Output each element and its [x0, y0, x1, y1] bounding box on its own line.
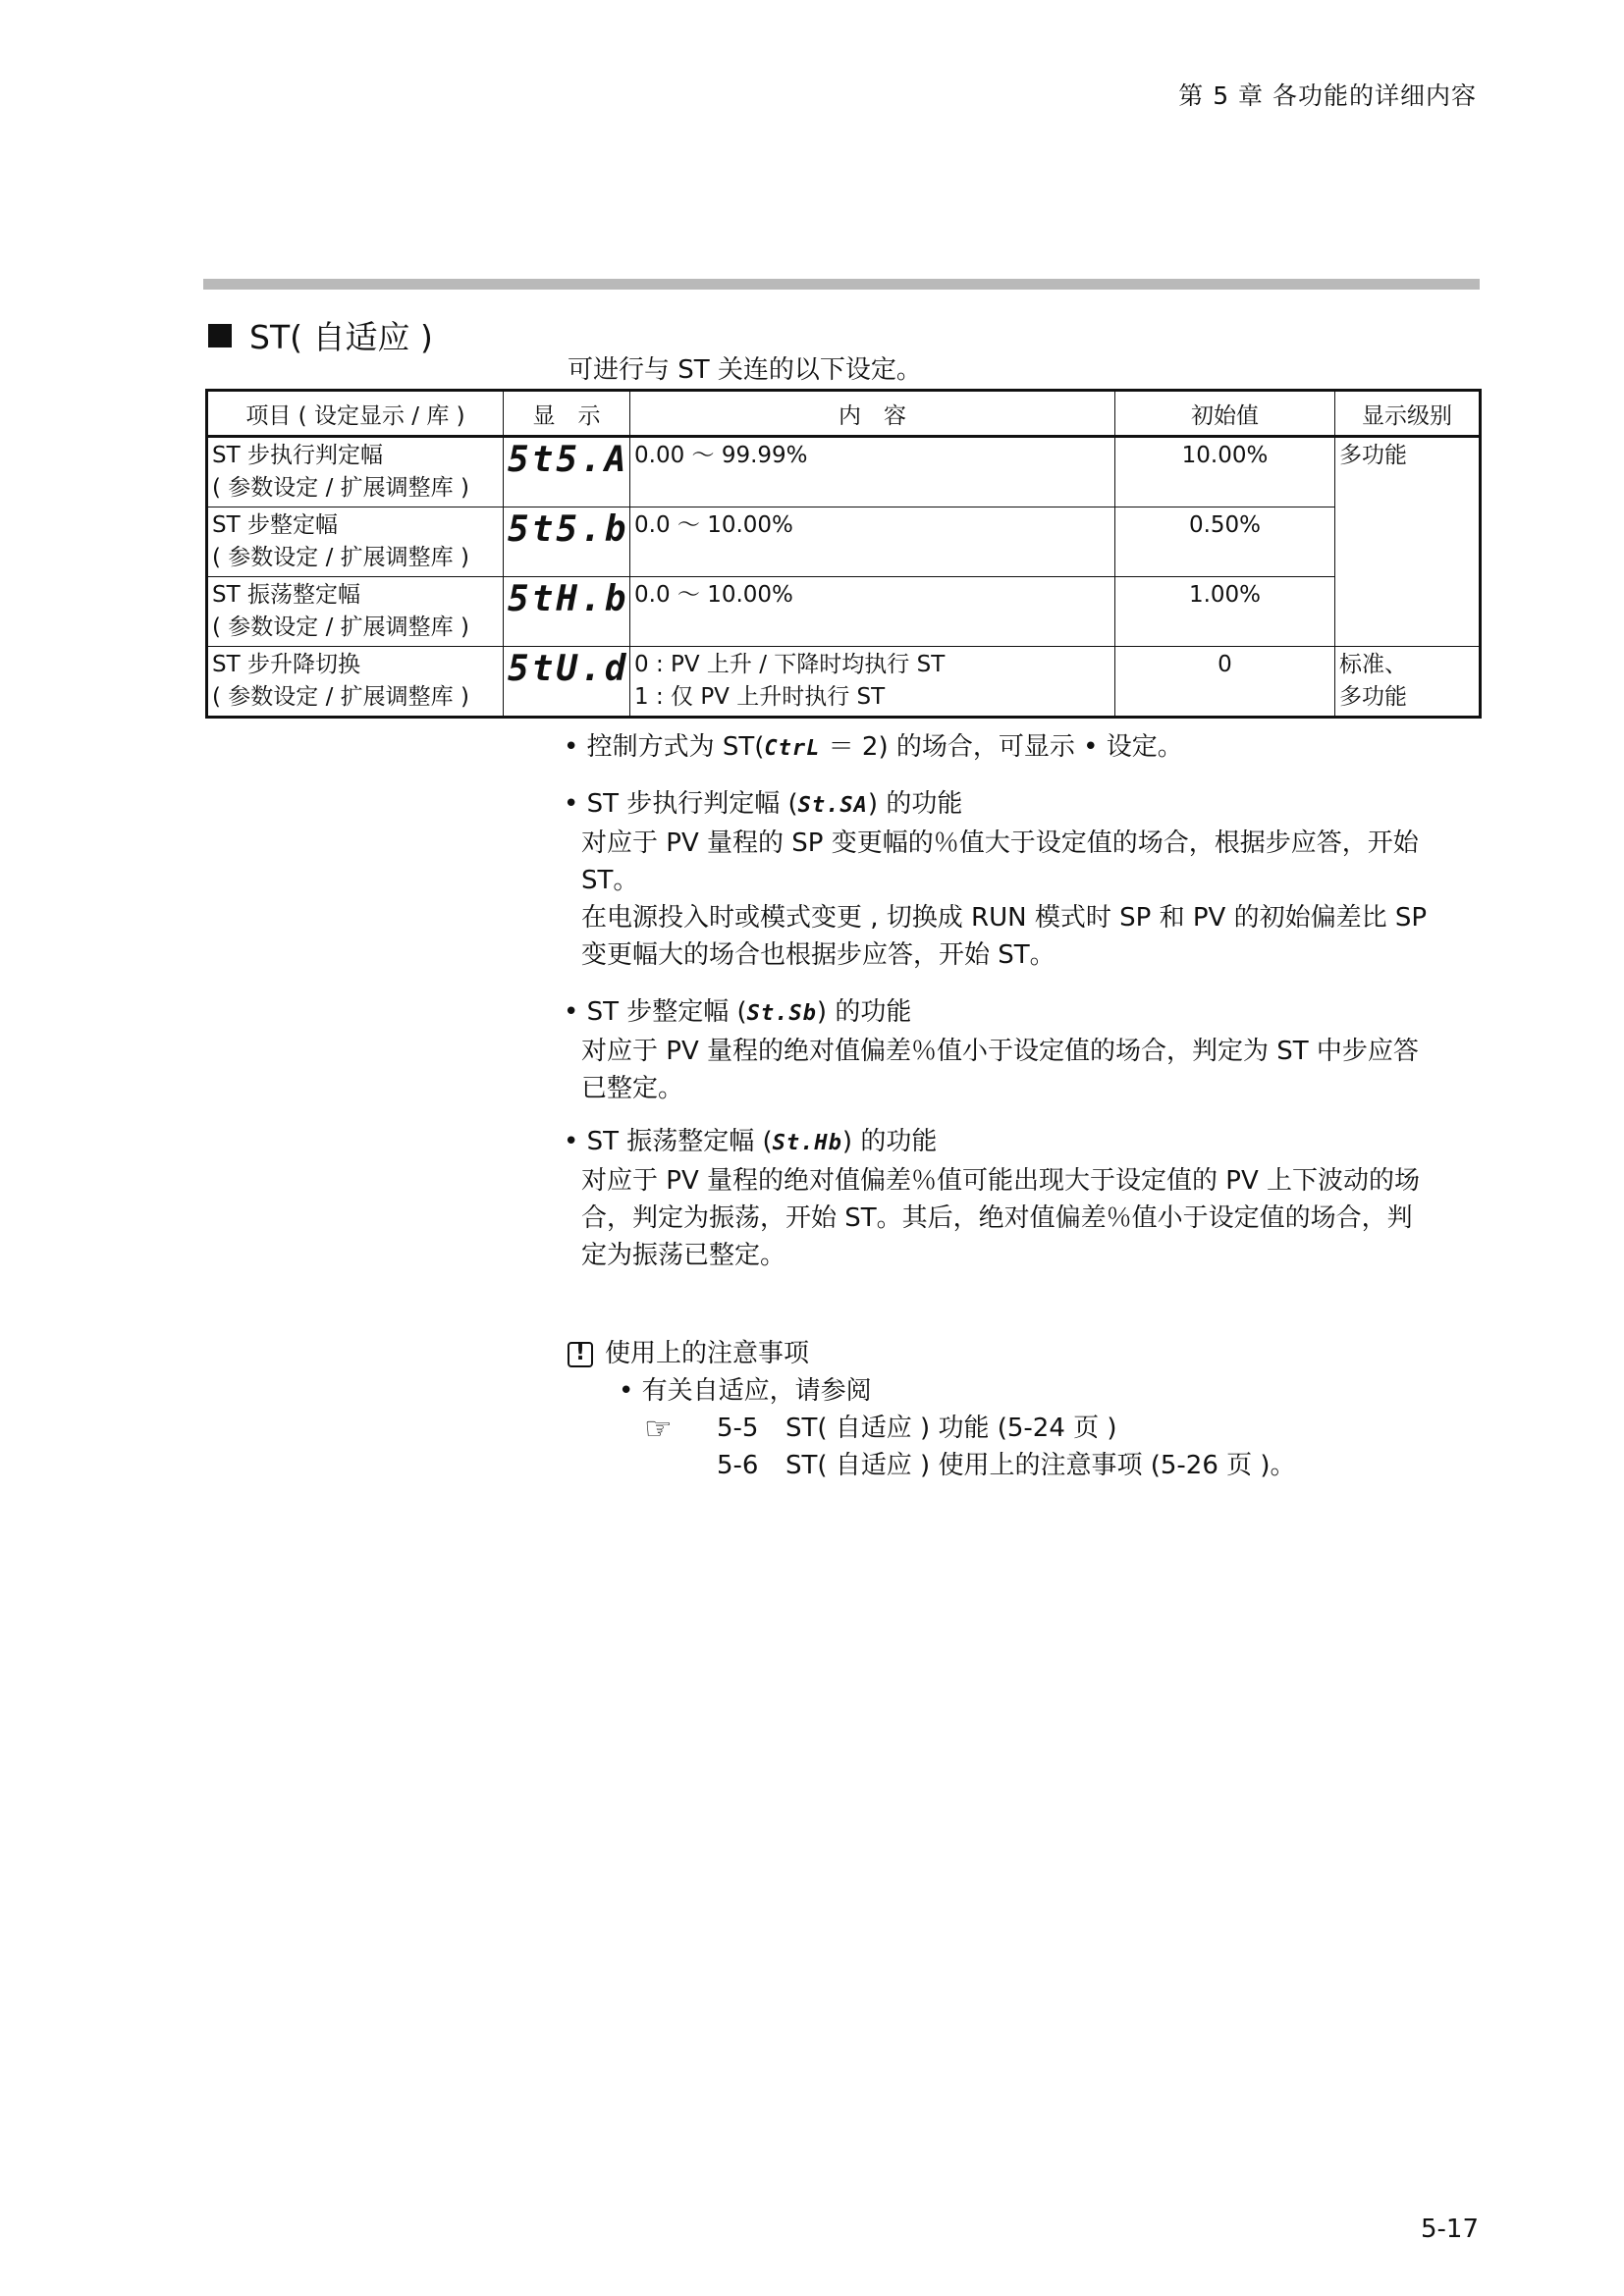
notes-title-line [568, 1335, 1296, 1372]
cell-initial: 0 [1115, 647, 1335, 718]
paragraph-control-mode [564, 728, 1487, 768]
notes-bullet: • 有关自适应，请参阅 [619, 1376, 872, 1406]
paragraph-oscillation-settle [564, 1123, 1487, 1274]
cell-display-code: 5tH.b [504, 577, 630, 647]
cell-content [630, 577, 1115, 647]
text: 对应于 PV 量程的绝对值偏差％值可能出现大于设定值的 PV 上下波动的场 [581, 1166, 1420, 1196]
cell-level [1335, 647, 1481, 718]
cell-initial: 10.00% [1115, 437, 1335, 507]
pointing-hand-icon: ☞ [644, 1410, 673, 1447]
level-line: 多功能 [1339, 684, 1407, 710]
content-line: 0.0 ～ 10.00% [634, 582, 793, 608]
text: 在电源投入时或模式变更 , 切换成 RUN 模式时 SP 和 PV 的初始偏差比 SP [581, 903, 1428, 933]
text: 对应于 PV 量程的绝对值偏差％值小于设定值的场合，判定为 ST 中步应答 [581, 1037, 1419, 1066]
lcd-code: St.SA [797, 793, 868, 818]
cell-level: 多功能 [1335, 437, 1481, 647]
ref-code: 5-5 [717, 1414, 759, 1443]
content-line: 0 : PV 上升 / 下降时均执行 ST [634, 652, 946, 677]
item-bank: ( 参数设定 / 扩展调整库 ) [212, 475, 469, 501]
text: ) 的功能 [867, 789, 963, 819]
item-bank: ( 参数设定 / 扩展调整库 ) [212, 545, 469, 570]
square-bullet-icon [208, 324, 232, 347]
paragraph-step-exec [564, 785, 1487, 974]
caution-icon: ! [568, 1342, 593, 1367]
ref-text: ST( 自适应 ) 功能 (5-24 页 ) [785, 1414, 1117, 1443]
cell-content [630, 437, 1115, 507]
cell-initial: 1.00% [1115, 577, 1335, 647]
content-line: 1 : 仅 PV 上升时执行 ST [634, 684, 886, 710]
section-title-text: ST( 自适应 ) [249, 318, 433, 356]
col-header-initial: 初始值 [1115, 391, 1335, 437]
cell-item [207, 647, 504, 718]
text: 已整定。 [581, 1074, 684, 1103]
cell-item [207, 437, 504, 507]
page-number: 5-17 [1420, 2215, 1479, 2244]
text: • ST 振荡整定幅 ( [564, 1127, 773, 1156]
text: 对应于 PV 量程的 SP 变更幅的％值大于设定值的场合，根据步应答，开始 [581, 828, 1419, 858]
cell-display-code: 5t5.A [504, 437, 630, 507]
cell-content [630, 507, 1115, 577]
notes-title: 使用上的注意事项 [605, 1339, 810, 1368]
lcd-code: St.Hb [772, 1131, 842, 1155]
text: 变更幅大的场合也根据步应答，开始 ST。 [581, 940, 1056, 970]
lcd-code: St.Sb [746, 1001, 817, 1026]
reference-line [568, 1447, 1296, 1484]
text: 合，判定为振荡，开始 ST。其后，绝对值偏差％值小于设定值的场合，判 [581, 1203, 1413, 1233]
text: • ST 步执行判定幅 ( [564, 789, 798, 819]
item-name: ST 步执行判定幅 [212, 443, 383, 468]
cell-display-code: 5t5.b [504, 507, 630, 577]
cell-item [207, 577, 504, 647]
cell-initial: 0.50% [1115, 507, 1335, 577]
item-name: ST 步整定幅 [212, 512, 338, 538]
item-bank: ( 参数设定 / 扩展调整库 ) [212, 684, 469, 710]
cell-content [630, 647, 1115, 718]
reference-line [568, 1410, 1296, 1447]
text: • 控制方式为 ST( [564, 732, 765, 762]
col-header-display: 显 示 [504, 391, 630, 437]
table-row [207, 507, 1481, 577]
item-name: ST 振荡整定幅 [212, 582, 360, 608]
parameter-table [205, 389, 1482, 719]
usage-notes [568, 1335, 1296, 1484]
text: ) 的功能 [816, 997, 912, 1027]
text: ＝ 2) 的场合，可显示 • 设定。 [820, 732, 1183, 762]
ref-code: 5-6 [717, 1451, 759, 1480]
level-line: 标准、 [1339, 652, 1407, 677]
lcd-code: CtrL [764, 736, 821, 761]
chapter-header: 第 5 章 各功能的详细内容 [1178, 81, 1477, 110]
content-line: 0.00 ～ 99.99% [634, 443, 808, 468]
ref-text: ST( 自适应 ) 使用上的注意事项 (5-26 页 )。 [785, 1451, 1296, 1480]
content-line: 0.0 ～ 10.00% [634, 512, 793, 538]
item-bank: ( 参数设定 / 扩展调整库 ) [212, 614, 469, 640]
text: • ST 步整定幅 ( [564, 997, 747, 1027]
table-row [207, 437, 1481, 507]
text: ST。 [581, 866, 639, 895]
table-row [207, 647, 1481, 718]
text: ) 的功能 [841, 1127, 938, 1156]
text: 定为振荡已整定。 [581, 1241, 786, 1270]
cell-display-code: 5tU.d [504, 647, 630, 718]
section-intro: 可进行与 ST 关连的以下设定。 [568, 355, 922, 385]
col-header-level: 显示级别 [1335, 391, 1481, 437]
section-title [208, 312, 433, 358]
col-header-content: 内 容 [630, 391, 1115, 437]
table-header-row [207, 391, 1481, 437]
col-header-item: 项目 ( 设定显示 / 库 ) [207, 391, 504, 437]
cell-item [207, 507, 504, 577]
item-name: ST 步升降切换 [212, 652, 360, 677]
table-row [207, 577, 1481, 647]
paragraph-step-settle [564, 993, 1487, 1107]
section-rule [203, 279, 1480, 290]
